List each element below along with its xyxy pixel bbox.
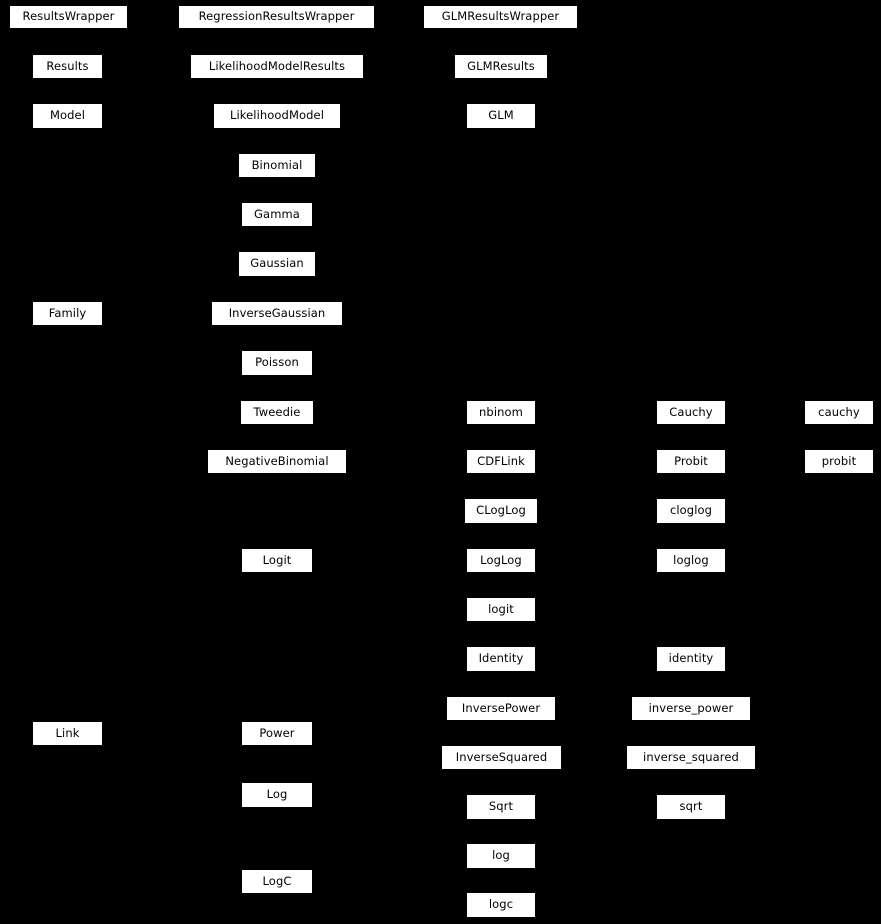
class-node-logit[interactable]: logit xyxy=(466,597,536,622)
class-node-inversesquared[interactable]: InverseSquared xyxy=(441,745,562,770)
class-node-link[interactable]: Link xyxy=(32,721,103,746)
class-node-cauchy[interactable]: Cauchy xyxy=(656,400,726,425)
class-node-likelihoodmodelresults[interactable]: LikelihoodModelResults xyxy=(190,54,364,79)
class-node-poisson[interactable]: Poisson xyxy=(241,350,313,376)
class-node-glmresults[interactable]: GLMResults xyxy=(454,54,548,79)
class-node-binomial[interactable]: Binomial xyxy=(238,153,316,178)
class-node-logit[interactable]: Logit xyxy=(241,548,313,573)
class-node-inverse-power[interactable]: inverse_power xyxy=(631,696,751,721)
class-node-cloglog[interactable]: cloglog xyxy=(656,498,726,524)
class-node-tweedie[interactable]: Tweedie xyxy=(240,400,314,425)
class-node-sqrt[interactable]: Sqrt xyxy=(466,794,536,820)
class-node-inversegaussian[interactable]: InverseGaussian xyxy=(211,301,343,326)
class-node-cloglog[interactable]: CLogLog xyxy=(464,498,538,524)
class-node-results[interactable]: Results xyxy=(32,54,103,79)
class-node-cauchy[interactable]: cauchy xyxy=(804,400,874,425)
class-node-probit[interactable]: probit xyxy=(804,449,874,474)
class-node-resultswrapper[interactable]: ResultsWrapper xyxy=(9,5,128,29)
class-node-logc[interactable]: logc xyxy=(466,892,536,918)
class-node-gamma[interactable]: Gamma xyxy=(241,202,313,227)
class-node-negativebinomial[interactable]: NegativeBinomial xyxy=(207,449,347,474)
class-node-sqrt[interactable]: sqrt xyxy=(656,794,726,820)
class-node-nbinom[interactable]: nbinom xyxy=(466,400,536,425)
class-node-glm[interactable]: GLM xyxy=(466,103,536,129)
class-node-model[interactable]: Model xyxy=(32,103,103,129)
class-node-loglog[interactable]: LogLog xyxy=(466,548,536,573)
class-node-loglog[interactable]: loglog xyxy=(656,548,726,573)
class-node-regressionresultswrapper[interactable]: RegressionResultsWrapper xyxy=(178,5,375,29)
class-node-log[interactable]: log xyxy=(466,843,536,869)
class-node-inversepower[interactable]: InversePower xyxy=(446,696,556,721)
class-node-probit[interactable]: Probit xyxy=(656,449,726,474)
class-node-inverse-squared[interactable]: inverse_squared xyxy=(626,745,756,770)
class-node-power[interactable]: Power xyxy=(241,721,313,746)
class-node-log[interactable]: Log xyxy=(241,782,313,808)
class-node-family[interactable]: Family xyxy=(32,301,103,326)
class-node-cdflink[interactable]: CDFLink xyxy=(466,449,536,474)
class-node-likelihoodmodel[interactable]: LikelihoodModel xyxy=(213,103,341,129)
class-node-logc[interactable]: LogC xyxy=(241,869,313,894)
class-node-identity[interactable]: Identity xyxy=(466,646,536,672)
class-node-gaussian[interactable]: Gaussian xyxy=(238,251,316,277)
class-node-identity[interactable]: identity xyxy=(656,646,726,672)
class-node-glmresultswrapper[interactable]: GLMResultsWrapper xyxy=(423,5,578,29)
